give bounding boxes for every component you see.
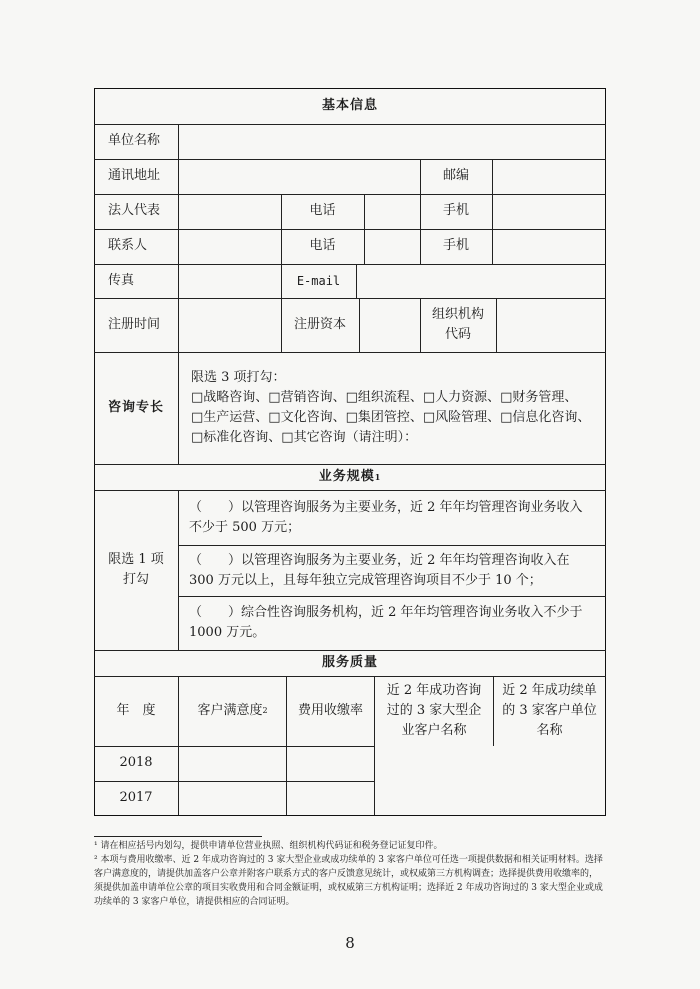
business-scale-option-2[interactable]: （ ）以管理咨询服务为主要业务，近 2 年年均管理咨询收入在 300 万元以上，且每年独立完成管理咨询项目不少于 10 个； (189, 553, 570, 589)
expertise-instruction: 限选 3 项打勾： (191, 369, 286, 385)
major-clients-header: 近 2 年成功咨询过的 3 家大型企业客户名称 (386, 682, 482, 739)
legal-rep-label: 法人代表 (108, 203, 161, 219)
unit-name-label: 单位名称 (108, 133, 161, 149)
contact-label: 联系人 (108, 238, 148, 254)
fax-field[interactable] (179, 264, 281, 298)
email-field[interactable] (357, 264, 605, 298)
footnote-ref-2: 2 (262, 705, 268, 715)
postcode-field[interactable] (493, 159, 605, 194)
reg-capital-field[interactable] (360, 298, 420, 352)
footnote-1: ¹ 请在相应括号内划勾，提供申请单位营业执照、组织机构代码证和税务登记证复印件。 (94, 841, 443, 851)
fee-rate-header: 费用收缴率 (297, 702, 363, 718)
org-code-field[interactable] (497, 298, 605, 352)
mobile-field[interactable] (493, 194, 605, 229)
business-scale-title-text: 业务规模 (318, 468, 375, 484)
contact-field[interactable] (179, 229, 281, 264)
year-header: 年 度 (116, 702, 156, 718)
footnote-ref-1: 1 (374, 471, 382, 482)
fee-rate-2018-field[interactable] (287, 746, 374, 781)
reg-time-label: 注册时间 (108, 316, 161, 332)
business-scale-label (94, 490, 178, 650)
contact-mobile-field[interactable] (493, 229, 605, 264)
basic-info-title: 基本信息 (321, 97, 378, 113)
email-label: E-mail (296, 273, 341, 288)
phone-label: 电话 (309, 203, 336, 219)
renewal-clients-field[interactable] (494, 746, 605, 815)
address-field[interactable] (179, 159, 420, 194)
org-code-label (420, 298, 496, 352)
satisfaction-2018-field[interactable] (179, 746, 286, 781)
org-code-label-line2: 代码 (444, 327, 471, 342)
page-number: 8 (345, 934, 355, 952)
fee-rate-2017-field[interactable] (287, 781, 374, 815)
unit-name-field[interactable] (179, 124, 605, 159)
year-2018: 2018 (119, 755, 153, 771)
address-label: 通讯地址 (108, 168, 161, 184)
contact-phone-label: 电话 (309, 238, 336, 254)
major-clients-field[interactable] (375, 746, 493, 815)
frame-bottom (94, 815, 606, 816)
renewal-clients-header: 近 2 年成功续单的 3 家客户单位名称 (502, 682, 597, 739)
year-2017: 2017 (119, 789, 153, 805)
phone-field[interactable] (365, 194, 420, 229)
expertise-label: 咨询专长 (107, 399, 164, 415)
expertise-options (179, 352, 605, 464)
footnote-separator (94, 836, 262, 837)
satisfaction-header-text: 客户满意度 (197, 702, 263, 718)
contact-phone-field[interactable] (365, 229, 420, 264)
postcode-label: 邮编 (442, 168, 469, 184)
satisfaction-header (179, 676, 286, 746)
business-scale-option-1[interactable]: （ ）以管理咨询服务为主要业务，近 2 年年均管理咨询业务收入不少于 500 万元； (189, 500, 583, 536)
footnote-2: ² 本项与费用收缴率、近 2 年成功咨询过的 3 家大型企业或成功续单的 3 家客户单位可任选一项提供数据和相关证明材料。选择客户满意度的，请提供加盖客户公章并附客户联系方式的客户反馈意见统计，或权威第三方机构调查；选择提供费用收缴率的，须提供加盖申请单位公章的项目实收费用和合同金额证明，或权威第三方机构证明；选择近 2 年成功咨询过的 3 家大型企业或成功续单的 3 家客户单位，请提供相应的合同证明。 (94, 855, 603, 907)
expertise-line-1[interactable]: □战略咨询、□营销咨询、□组织流程、□人力资源、□财务管理、 (191, 389, 578, 405)
satisfaction-2017-field[interactable] (179, 781, 286, 815)
business-scale-option-3[interactable]: （ ）综合性咨询服务机构，近 2 年年均管理咨询业务收入不少于 1000 万元。 (189, 605, 583, 641)
legal-rep-field[interactable] (179, 194, 281, 229)
service-quality-title: 服务质量 (321, 654, 378, 670)
reg-capital-label: 注册资本 (293, 316, 346, 332)
business-scale-label-line2: 打勾 (122, 572, 149, 587)
business-scale-label-line1: 限选 1 项 (108, 551, 164, 567)
fax-label: 传真 (108, 272, 135, 288)
business-scale-title (94, 464, 606, 490)
expertise-line-3[interactable]: □标准化咨询、□其它咨询（请注明）： (191, 430, 418, 446)
expertise-line-2[interactable]: □生产运营、□文化咨询、□集团管控、□风险管理、□信息化咨询、 (191, 410, 591, 425)
org-code-label-line1: 组织机构 (431, 306, 484, 322)
contact-mobile-label: 手机 (442, 238, 469, 254)
frame-right (605, 88, 606, 815)
reg-time-field[interactable] (179, 298, 281, 352)
mobile-label: 手机 (442, 203, 469, 219)
